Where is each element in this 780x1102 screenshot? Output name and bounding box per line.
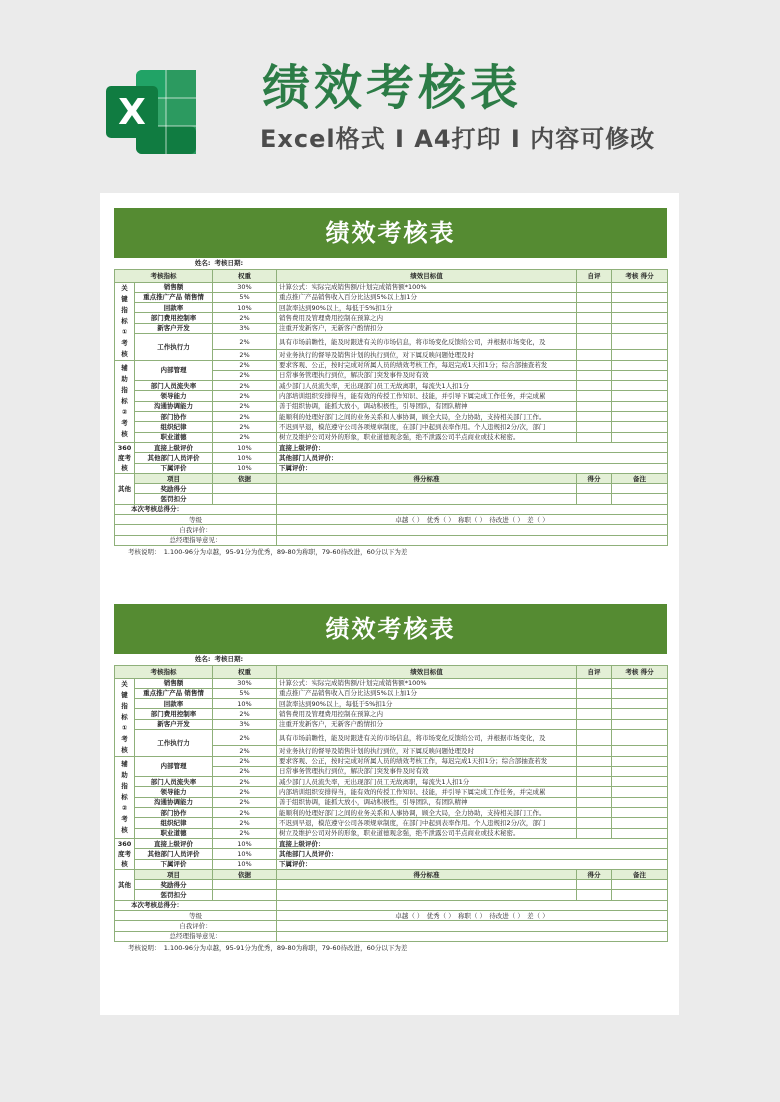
group-other: 其他 <box>115 869 135 900</box>
table-row: 新客户开发 3% 注重开发新客户，无新客户酌情扣分 <box>115 323 668 333</box>
score-cell[interactable] <box>612 828 668 838</box>
appraisal-sheet-2 <box>114 604 667 954</box>
self-cell[interactable] <box>577 360 612 370</box>
score-cell[interactable] <box>612 756 668 766</box>
table-row: 回款率 10% 回款率达到90%以上，每低于5%扣1分 <box>115 699 668 709</box>
grade-options[interactable]: 卓越（ ） 优秀（ ） 称职（ ） 待改进（ ） 差（ ） <box>277 911 668 921</box>
self-cell[interactable] <box>577 333 612 349</box>
score-cell[interactable] <box>612 729 668 745</box>
self-eval-cell[interactable] <box>277 525 668 535</box>
sheet-banner: 绩效考核表 <box>114 604 667 654</box>
table-row: 工作执行力 2% 具有市场前瞻性，能及时跟进有关的市场信息，将市场变化反馈给公司，并根据市场变化，及 <box>115 729 668 745</box>
self-cell[interactable] <box>577 303 612 313</box>
score-cell[interactable] <box>612 401 668 411</box>
table-row: 奖励得分 <box>115 880 668 890</box>
table-row: 其他部门人员评价 10% 其他部门人员评价： <box>115 849 668 859</box>
score-cell[interactable] <box>612 807 668 817</box>
col-self: 自评 <box>577 269 612 282</box>
manager-opinion-label: 总经理指导意见： <box>115 931 277 941</box>
score-cell[interactable] <box>612 766 668 776</box>
self-cell[interactable] <box>577 401 612 411</box>
score-cell[interactable] <box>612 411 668 421</box>
table-row: 其他 项目 依据 得分标准 得分 备注 <box>115 869 668 879</box>
table-row: 惩罚扣分 <box>115 494 668 504</box>
table-row: 回款率 10% 回款率达到90%以上，每低于5%扣1分 <box>115 303 668 313</box>
self-eval-cell[interactable] <box>277 921 668 931</box>
self-cell[interactable] <box>577 688 612 698</box>
table-row: 部门人员流失率 2% 减少部门人员流失率，无出现部门员工无故离职，每流失1人扣1分 <box>115 777 668 787</box>
self-cell[interactable] <box>577 699 612 709</box>
self-eval-label: 自我评价： <box>115 525 277 535</box>
total-score-label: 本次考核总得分： <box>115 504 277 514</box>
self-cell[interactable] <box>577 292 612 302</box>
score-cell[interactable] <box>612 688 668 698</box>
date-label: 考核日期: <box>213 258 668 269</box>
self-cell[interactable] <box>577 381 612 391</box>
manager-opinion-cell[interactable] <box>277 931 668 941</box>
score-cell[interactable] <box>612 422 668 432</box>
table-row: 新客户开发 3% 注重开发新客户，无新客户酌情扣分 <box>115 719 668 729</box>
group-aux: 辅 助 指 标 ② 考 核 <box>115 360 135 442</box>
excel-icon <box>102 62 202 162</box>
col-indicator: 考核指标 <box>115 269 213 282</box>
grade-label: 等级 <box>115 911 277 921</box>
appraisal-table <box>114 654 668 942</box>
table-row: 工作执行力 2% 具有市场前瞻性，能及时跟进有关的市场信息，将市场变化反馈给公司，并根据市场变化，及 <box>115 333 668 349</box>
self-cell[interactable] <box>577 422 612 432</box>
score-cell[interactable] <box>612 333 668 349</box>
self-cell[interactable] <box>577 766 612 776</box>
table-row: 关 键 指 标 ① 考 核 销售额 30% 计算公式：实际完成销售额/计划完成销售额*100% <box>115 678 668 688</box>
self-cell[interactable] <box>577 391 612 401</box>
self-cell[interactable] <box>577 777 612 787</box>
table-row: 部门人员流失率 2% 减少部门人员流失率，无出现部门员工无故离职，每流失1人扣1分 <box>115 381 668 391</box>
table-row: 2% 日常事务管理执行到位，解决部门突发事件及时有效 <box>115 766 668 776</box>
self-cell[interactable] <box>577 807 612 817</box>
self-eval-label: 自我评价： <box>115 921 277 931</box>
col-score: 考核 得分 <box>612 665 668 678</box>
table-row: 下属评价 10% 下属评价： <box>115 463 668 473</box>
self-cell[interactable] <box>577 719 612 729</box>
self-cell[interactable] <box>577 797 612 807</box>
table-row: 奖励得分 <box>115 484 668 494</box>
col-weight: 权重 <box>213 269 277 282</box>
score-cell[interactable] <box>612 323 668 333</box>
table-row: 部门费用控制率 2% 销售费用及管理费用控制在预算之内 <box>115 313 668 323</box>
table-row <box>115 911 668 921</box>
score-cell[interactable] <box>612 360 668 370</box>
table-row: 重点推广产品 销售情 5% 重点推广产品销售收入百分比达到5%以上加1分 <box>115 688 668 698</box>
table-row: 领导能力 2% 内部培训组织安排得当，能有效的传授工作知识、技能，并引导下属完成工作任务，并完成累 <box>115 391 668 401</box>
page-header <box>0 0 780 192</box>
table-row: 惩罚扣分 <box>115 890 668 900</box>
score-cell[interactable] <box>612 381 668 391</box>
table-row: 2% 对业务执行的督导及销售计划的执行到位，对下属反映问题处理及时 <box>115 746 668 756</box>
table-row: 部门协作 2% 能顺利的处理好部门之间的业务关系和人事协调，顾全大局，全力协助，支持相关部门工作。 <box>115 807 668 817</box>
table-row: 沟通协调能力 2% 善于组织协调，能抓大放小，调动积极性，引导团队，有团队精神 <box>115 401 668 411</box>
score-cell[interactable] <box>612 746 668 756</box>
total-score-cell[interactable] <box>277 900 668 910</box>
score-cell[interactable] <box>612 678 668 688</box>
table-row: 关 键 指 标 ① 考 核 销售额 30% 计算公式：实际完成销售额/计划完成销售额*100% <box>115 282 668 292</box>
table-row: 职业道德 2% 树立及维护公司对外的形象，职业道德观念强，绝不泄露公司半点商业或技术秘密。 <box>115 828 668 838</box>
score-cell[interactable] <box>612 313 668 323</box>
col-target: 绩效目标值 <box>277 269 577 282</box>
score-cell[interactable] <box>612 303 668 313</box>
total-score-cell[interactable] <box>277 504 668 514</box>
table-row <box>115 525 668 535</box>
score-cell[interactable] <box>612 292 668 302</box>
col-self: 自评 <box>577 665 612 678</box>
name-label: 姓名: <box>115 258 213 269</box>
name-label: 姓名: <box>115 654 213 665</box>
table-header <box>115 665 668 678</box>
table-row: 职业道德 2% 树立及维护公司对外的形象，职业道德观念强，绝不泄露公司半点商业或技术秘密。 <box>115 432 668 442</box>
self-cell[interactable] <box>577 678 612 688</box>
appraisal-sheet-1 <box>114 208 667 558</box>
score-cell[interactable] <box>612 777 668 787</box>
col-target: 绩效目标值 <box>277 665 577 678</box>
table-row <box>115 515 668 525</box>
table-row: 360度考核 直接上级评价 10% 直接上级评价： <box>115 838 668 848</box>
group-kpi: 关 键 指 标 ① 考 核 <box>115 282 135 360</box>
col-indicator: 考核指标 <box>115 665 213 678</box>
self-cell[interactable] <box>577 370 612 380</box>
paper-sheet <box>100 193 679 1015</box>
table-row <box>115 931 668 941</box>
self-cell[interactable] <box>577 746 612 756</box>
score-cell[interactable] <box>612 282 668 292</box>
page-title: 绩效考核表 <box>262 60 523 116</box>
table-row: 部门协作 2% 能顺利的处理好部门之间的业务关系和人事协调，顾全大局，全力协助，支持相关部门工作。 <box>115 411 668 421</box>
score-cell[interactable] <box>612 787 668 797</box>
appraisal-note: 考核说明： 1.100-96分为卓越，95-91分为优秀，89-80为称职，79-60待改进，60分以下为差 <box>128 943 408 952</box>
table-row: 2% 对业务执行的督导及销售计划的执行到位，对下属反映问题处理及时 <box>115 350 668 360</box>
group-360: 360度考核 <box>115 442 135 473</box>
score-cell[interactable] <box>612 432 668 442</box>
score-cell[interactable] <box>612 719 668 729</box>
table-row: 沟通协调能力 2% 善于组织协调，能抓大放小，调动积极性，引导团队，有团队精神 <box>115 797 668 807</box>
group-360: 360度考核 <box>115 838 135 869</box>
group-aux: 辅 助 指 标 ② 考 核 <box>115 756 135 838</box>
manager-opinion-cell[interactable] <box>277 535 668 545</box>
appraisal-note: 考核说明： 1.100-96分为卓越，95-91分为优秀，89-80为称职，79-60待改进，60分以下为差 <box>128 547 408 556</box>
group-kpi: 关 键 指 标 ① 考 核 <box>115 678 135 756</box>
score-cell[interactable] <box>612 370 668 380</box>
appraisal-table <box>114 258 668 546</box>
table-row: 辅 助 指 标 ② 考 核 内部管理 2% 要求客观、公正，按时完成对所属人员的绩效考核工作，每迟完成1天扣1分；综合部抽查若发 <box>115 360 668 370</box>
svg-text:X: X <box>118 92 146 133</box>
table-row: 其他 项目 依据 得分标准 得分 备注 <box>115 473 668 483</box>
table-row <box>115 535 668 545</box>
col-score: 考核 得分 <box>612 269 668 282</box>
table-row <box>115 921 668 931</box>
self-cell[interactable] <box>577 432 612 442</box>
table-row <box>115 900 668 910</box>
date-label: 考核日期: <box>213 654 668 665</box>
score-cell[interactable] <box>612 797 668 807</box>
self-cell[interactable] <box>577 828 612 838</box>
self-cell[interactable] <box>577 313 612 323</box>
self-cell[interactable] <box>577 756 612 766</box>
self-cell[interactable] <box>577 818 612 828</box>
self-cell[interactable] <box>577 282 612 292</box>
table-row: 其他部门人员评价 10% 其他部门人员评价： <box>115 453 668 463</box>
page-subtitle: Excel格式 Ⅰ A4打印 Ⅰ 内容可修改 <box>260 125 656 153</box>
total-score-label: 本次考核总得分： <box>115 900 277 910</box>
table-row: 部门费用控制率 2% 销售费用及管理费用控制在预算之内 <box>115 709 668 719</box>
grade-label: 等级 <box>115 515 277 525</box>
score-cell[interactable] <box>612 709 668 719</box>
grade-options[interactable]: 卓越（ ） 优秀（ ） 称职（ ） 待改进（ ） 差（ ） <box>277 515 668 525</box>
self-cell[interactable] <box>577 709 612 719</box>
table-row: 360度考核 直接上级评价 10% 直接上级评价： <box>115 442 668 452</box>
self-cell[interactable] <box>577 411 612 421</box>
sheet-banner: 绩效考核表 <box>114 208 667 258</box>
table-row: 辅 助 指 标 ② 考 核 内部管理 2% 要求客观、公正，按时完成对所属人员的绩效考核工作，每迟完成1天扣1分；综合部抽查若发 <box>115 756 668 766</box>
table-row: 2% 日常事务管理执行到位，解决部门突发事件及时有效 <box>115 370 668 380</box>
self-cell[interactable] <box>577 350 612 360</box>
table-row: 组织纪律 2% 不迟到早退，模范遵守公司各项规章制度，在部门中起到表率作用。个人违规扣2分/次，部门 <box>115 422 668 432</box>
score-cell[interactable] <box>612 818 668 828</box>
self-cell[interactable] <box>577 323 612 333</box>
table-row: 组织纪律 2% 不迟到早退，模范遵守公司各项规章制度，在部门中起到表率作用。个人违规扣2分/次，部门 <box>115 818 668 828</box>
score-cell[interactable] <box>612 391 668 401</box>
table-row <box>115 504 668 514</box>
table-row: 领导能力 2% 内部培训组织安排得当，能有效的传授工作知识、技能，并引导下属完成工作任务，并完成累 <box>115 787 668 797</box>
group-other: 其他 <box>115 473 135 504</box>
score-cell[interactable] <box>612 699 668 709</box>
col-weight: 权重 <box>213 665 277 678</box>
table-row: 重点推广产品 销售情 5% 重点推广产品销售收入百分比达到5%以上加1分 <box>115 292 668 302</box>
self-cell[interactable] <box>577 787 612 797</box>
self-cell[interactable] <box>577 729 612 745</box>
score-cell[interactable] <box>612 350 668 360</box>
table-row: 下属评价 10% 下属评价： <box>115 859 668 869</box>
manager-opinion-label: 总经理指导意见： <box>115 535 277 545</box>
table-header <box>115 269 668 282</box>
